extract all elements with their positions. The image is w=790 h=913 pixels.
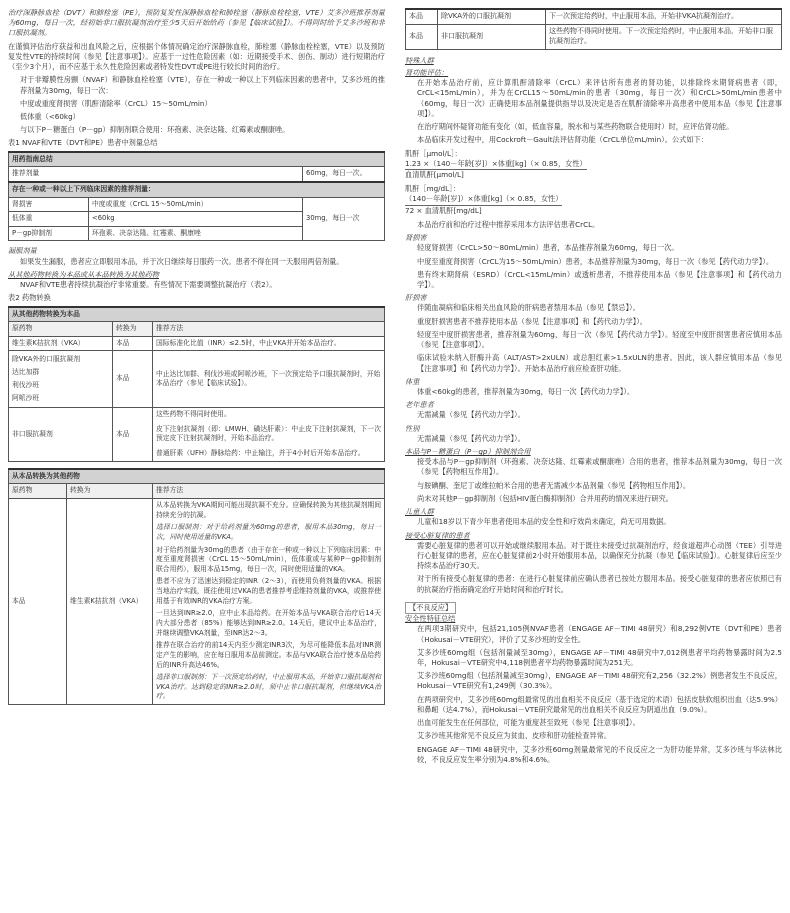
paragraph: 尚未对其他P－gp抑制剂（包括HIV蛋白酶抑制剂）合并用药的情况来进行研究。	[417, 493, 673, 503]
table-cell: 本品	[9, 498, 67, 704]
denominator: 血清肌酐[μmol/L]	[405, 170, 464, 179]
section-title: 性别	[405, 423, 420, 433]
table-cell: 30mg，每日一次	[303, 197, 385, 241]
table-cell: <60kg	[89, 212, 303, 227]
formula-label: 肌酐［mg/dL］：	[405, 184, 460, 194]
table-cell: 肾损害	[9, 197, 89, 212]
section-title: 肾损害	[405, 233, 427, 243]
table-column-header: 原药物	[9, 322, 113, 337]
table-cell: 本品	[406, 24, 438, 49]
list-item: 与以下P－糖蛋白（P－gp）抑制剂联合使用：环孢素、决奈达隆、红霉素或酮康唑。	[20, 125, 290, 135]
section-title: 肾功能评估：	[405, 68, 449, 78]
table-cell	[153, 408, 385, 462]
table-cell: 低体重	[9, 212, 89, 227]
cell-paragraph: 推荐在联合治疗的前14天内至少测定INR3次，为尽可能降低本品对INR测定产生的影响，应在每日服用本品前测定。本品与VKA联合治疗使本品给药后的INR升高达46%。	[156, 641, 381, 669]
drug-name: 达比加群	[12, 368, 40, 377]
paragraph: 体重<60kg的患者，推荐剂量为30mg，每日一次【药代动力学】）。	[417, 386, 635, 396]
table-cell: 维生素K拮抗剂（VKA）	[67, 498, 153, 704]
paragraph: 艾多沙班其他常见不良反应为贫血、皮疹和肝功能检查异常。	[417, 731, 612, 741]
table-header: 存在一种或一种以上下列临床因素的推荐剂量：	[9, 182, 385, 197]
paragraph: 在两项3期研究中，包括21,105例NVAF患者（ENGAGE AF－TIMI 48研究）和8,292例VTE（DVT和PE）患者（Hokusai－VTE研究），评价了艾多沙班的安全性。	[417, 624, 782, 644]
list-item: 低体重（<60kg）	[20, 111, 80, 121]
paragraph: 轻度肾损害（CrCL>50～80mL/min）患者，本品推荐剂量为60mg，每日一次。	[417, 243, 679, 253]
right-column	[405, 8, 782, 913]
paragraph: 如果发生漏服，患者应立即服用本品，并于次日继续每日服药一次。患者不得在同一天服用两倍剂量。	[20, 256, 344, 266]
fraction	[405, 194, 562, 215]
paragraph: 艾多沙班60mg组（包括剂量减至30mg），ENGAGE AF－TIMI 48研究中7,012例患者平均药物暴露时间为2.5年，Hokusai－VTE研究中4,118例患者平均药物暴露时间为251天。	[417, 647, 782, 667]
paragraph: 在谨慎评估治疗获益和出血风险之后，应根据个体情况确定治疗深静脉血栓，肺栓塞（静脉血栓栓塞，VTE）以及预防复发性VTE的持续时间（参见【注意事项】）。应基于一过性危险因素（如：近期接受手术、创伤、制动）进行短期治疗（至少3个月），而不应基于永久性危险因素或者特发性DVT或PE进行较长时间的治疗。	[8, 41, 385, 72]
paragraph: 艾多沙班60mg组（包括剂量减至30mg），ENGAGE AF－TIMI 48研究有2,256（32.2%）例患者发生不良反应，Hokusai－VTE研究有1,249例（30.3%）。	[417, 671, 782, 691]
formula-mgdl	[405, 184, 782, 216]
table-cell: 60mg，每日一次。	[303, 167, 385, 182]
table-column-header: 转换为	[113, 322, 153, 337]
paragraph: NVAF和VTE患者持续抗凝治疗非常重要。有些情况下需要调整抗凝治疗（表2）。	[20, 280, 277, 290]
table-caption: 表2 药物转换	[8, 293, 51, 303]
paragraph: 无需减量（参见【药代动力学】）。	[417, 410, 525, 420]
cell-paragraph: 选择非口服制剂：下一次预定给药时，中止服用本品，开始非口服抗凝剂和VKA治疗。达到稳定的INR≥2.0时，须中止非口服抗凝剂，但继续VKA治疗。	[156, 673, 381, 701]
paragraph: 重度肝损害患者不推荐使用本品（参见【注意事项】和【药代动力学】）。	[417, 316, 647, 326]
table-cell: 本品	[113, 408, 153, 462]
table-header: 从本品转换为其他药物	[9, 469, 385, 484]
table-cell: 非口服抗凝剂	[438, 24, 546, 49]
table-cell: P－gp抑制剂	[9, 226, 89, 241]
table-header: 从其他药物转换为本品	[9, 307, 385, 322]
switch-to-table	[8, 306, 385, 462]
table-cell: 维生素K拮抗剂（VKA）	[9, 336, 113, 351]
table-column-header: 原药物	[9, 484, 67, 499]
table-cell: 本品	[406, 9, 438, 24]
paragraph: 临床试验未纳入肝酶升高（ALT/AST>2xULN）或总胆红素>1.5xULN的患者。因此，该人群应慎用本品（参见【注意事项】和【药代动力学】）。开始本品治疗前应检查肝功能。	[417, 353, 782, 373]
numerator: （140－年龄[岁]）×体重[kg]（× 0.85，女性）	[405, 194, 562, 205]
table-cell	[153, 498, 385, 704]
paragraph: 本品临床开发过程中，用Cockroft－Gault法评估肾功能（CrCL单位mL/min）。公式如下：	[417, 135, 708, 145]
section-title: 儿童人群	[405, 507, 434, 517]
paragraph: 本品治疗前和治疗过程中推荐采用本方法评估患者CrCL。	[417, 219, 600, 229]
section-title: 体重	[405, 376, 420, 386]
paragraph: 轻度至中度肝损害患者，推荐剂量为60mg，每日一次（参见【药代动力学】）。轻度至中度肝损害患者应慎用本品（参见【注意事项】）。	[417, 329, 782, 350]
section-title: 肝损害	[405, 293, 427, 303]
drug-name: 除VKA外的口服抗凝剂	[12, 355, 81, 364]
table-cell: 中度或重度（CrCL 15～50mL/min）	[89, 197, 303, 212]
section-title: 漏服剂量	[8, 246, 37, 256]
paragraph: 对于所有接受心脏复律的患者：在进行心脏复律前应确认患者已按处方服用本品。接受心脏复律的患者应依照已有的抗凝治疗指南确定治疗开始时间和治疗时长。	[417, 574, 782, 594]
section-heading-adverse-reactions: 【不良反应】	[405, 602, 456, 614]
paragraph: 接受本品与P－gp抑制剂（环孢素、决奈达隆、红霉素或酮康唑）合用的患者，推荐本品剂量为30mg，每日一次（参见【药物相互作用】）。	[417, 457, 782, 477]
section-title: 安全性特征总结	[405, 614, 456, 624]
paragraph: 在治疗期间怀疑肾功能有变化（如，低血容量，脱水和与某些药物联合使用时）时，应评估肾功能。	[417, 122, 734, 132]
cell-paragraph: 患者不应为了迅速达到稳定的INR（2～3），而使用负荷剂量的VKA。根据当地治疗实践，既往使用过VKA的患者推荐考虑维持剂量的VKA，或推荐使用基于有效INR的VKA治疗方案。	[156, 577, 381, 605]
paragraph: 对于非瓣膜性房颤（NVAF）和静脉血栓栓塞（VTE），存在一种或一种以上下列临床因素的患者中，艾多沙班的推荐剂量为30mg，每日一次：	[20, 75, 385, 95]
section-title: 本品与P－糖蛋白（P－gp）抑制剂合用	[405, 447, 531, 457]
section-title: 从其他药物转换为本品或从本品转换为其他药物	[8, 269, 159, 279]
paragraph: 伴随血凝病和临床相关出血风险的肝病患者禁用本品（参见【禁忌】）。	[417, 303, 640, 313]
drug-name: 利伐沙班	[12, 381, 40, 390]
table-cell: 环孢素、决奈达隆、红霉素、酮康唑	[89, 226, 303, 241]
paragraph: 治疗深静脉血栓（DVT）和肺栓塞（PE），预防复发性深静脉血栓和肺栓塞（静脉血栓栓塞，VTE）艾多沙班推荐剂量为60mg，每日一次，经初始非口服抗凝剂治疗至少5天后开始给药（参见【临床试验】）。不得同时给予艾多沙班和非口服抗凝剂。	[8, 8, 385, 38]
cell-paragraph: 普通肝素（UFH）静脉给药：中止输注，并于4小时后开始本品治疗。	[156, 449, 365, 458]
table-header: 用药指南总结	[9, 152, 385, 167]
paragraph: 儿童和18岁以下青少年患者使用本品的安全性和疗效尚未确定，尚无可用数据。	[417, 517, 671, 527]
paragraph: 需要心脏复律的患者可以开始或继续服用本品。对于既往未接受过抗凝剂治疗，经食道超声心动图（TEE）引导进行心脏复律的患者，应在心脏复律前2小时开始服用本品，以确保充分抗凝（参见【临床试验】）。心脏复律后应至少持续本品治疗30天。	[417, 540, 782, 571]
table-cell: 中止达比加群、利伐沙班或阿哌沙班，下一次预定给予口服抗凝剂时，开始本品治疗（参见【临床试验】）。	[153, 351, 385, 408]
formula-umol	[405, 149, 782, 181]
cell-paragraph: 从本品转换为VKA期间可能出现抗凝不充分。应确保转换为其他抗凝剂期间持续充分的抗凝。	[156, 500, 381, 519]
left-column	[8, 8, 385, 913]
table-cell: 本品	[113, 336, 153, 351]
table-column-header: 推荐方法	[153, 322, 385, 337]
paragraph: 在开始本品治疗前，应计算肌酐清除率（CrCL）来评估所有患者的肾功能，以排除终末期肾病患者（即，CrCL<15mL/min），并为在CrCL15～50mL/min的患者（30mg，每日一次）和CrCL>50mL/min患者中（60mg，每日一次）正确使用本品剂量提供指导以及决定是否在肌酐清除率升高患者中使用本品（参见【注意事项】）。	[417, 78, 782, 118]
denominator: 72 × 血清肌酐[mg/dL]	[405, 205, 482, 215]
cell-paragraph: 这些药物不得同时使用。	[156, 410, 231, 419]
section-title: 特殊人群	[405, 55, 434, 65]
table-caption: 表1 NVAF和VTE（DVT和PE）患者中剂量总结	[8, 138, 158, 148]
table-cell: 除VKA外的口服抗凝剂	[438, 9, 546, 24]
table-column-header: 转换为	[67, 484, 153, 499]
cell-paragraph: 对于给药剂量为30mg的患者（由于存在一种或一种以上下列临床因素：中度至重度肾损害（CrCL 15～50mL/min），低体重或与某种P－gp抑制剂联合用药），服用本品15mg，每日一次，同时使用适量的VKA。	[156, 545, 381, 573]
paragraph: 出血可能发生在任何部位，可能为重度甚至致死（参见【注意事项】）。	[417, 718, 640, 728]
paragraph: 在两项研究中，艾多沙班60mg组最常见的出血相关不良反应（基于选定的术语）包括皮肤软组织出血（达5.9%）和鼻衄（达4.7%），而Hokusai－VTE研究最常见的出血相关不良反应为阴道出血（9.0%）。	[417, 694, 782, 714]
numerator: 1.23 ×（140－年龄[岁]）×体重[kg]（× 0.85，女性）	[405, 159, 587, 170]
switch-from-table	[8, 468, 385, 705]
table-cell: 推荐剂量	[9, 167, 303, 182]
section-title: 老年患者	[405, 400, 434, 410]
paragraph: ENGAGE AF－TIMI 48研究中，艾多沙班60mg剂量最常见的不良反应之一为肝功能异常，艾多沙班与华法林比较，不良反应发生率分别为4.8%和4.6%。	[417, 744, 782, 764]
drug-name: 阿哌沙班	[12, 394, 40, 403]
switch-from-table-continued	[405, 8, 782, 50]
table-column-header: 推荐方法	[153, 484, 385, 499]
paragraph: 中度至重度肾损害（CrCL为15～50mL/min）患者，本品推荐剂量为30mg，每日一次（参见【药代动力学】）。	[417, 256, 774, 266]
fraction	[405, 159, 587, 180]
paragraph: 与胺碘酮、奎尼丁或维拉帕米合用的患者无需减少本品剂量（参见【药物相互作用】）。	[417, 480, 691, 490]
table-cell: 非口服抗凝剂	[9, 408, 113, 462]
cell-paragraph: 皮下注射抗凝剂（即：LMWH、磺达肝素）：中止皮下注射抗凝剂，下一次预定皮下注射抗凝剂时，开始本品治疗。	[156, 424, 381, 443]
table-cell: 本品	[113, 351, 153, 408]
table-cell: 这些药物不得同时使用。下一次预定给药时，中止服用本品，开始非口服抗凝剂治疗。	[546, 24, 782, 49]
cell-paragraph: 选择口服制剂：对于给药剂量为60mg的患者，服用本品30mg，每日一次，同时使用适量的VKA。	[156, 523, 381, 541]
table-cell: 国际标准化比值（INR）≤2.5时，中止VKA并开始本品治疗。	[153, 336, 385, 351]
cell-paragraph: 一旦达到INR≥2.0，应中止本品给药。在开始本品与VKA联合治疗后14天内大部分患者（85%）能够达到INR≥2.0。14天后，建议中止本品治疗，并继续调整VKA剂量，至INR达2～3。	[156, 609, 381, 637]
formula-label: 肌酐［μmol/L］：	[405, 148, 462, 158]
list-item: 中度或重度肾损害（肌酐清除率（CrCL）15～50mL/min）	[20, 98, 212, 108]
paragraph: 患有终末期肾病（ESRD）（CrCL<15mL/min）或透析患者，不推荐使用本品（参见【注意事项】和【药代动力学】）。	[417, 269, 782, 289]
paragraph: 无需减量（参见【药代动力学】）。	[417, 433, 525, 443]
dose-summary-table	[8, 151, 385, 242]
table-cell: 下一次预定给药时，中止服用本品，开始非VKA抗凝剂治疗。	[546, 9, 782, 24]
table-cell	[9, 351, 113, 408]
section-title: 接受心脏复律的患者	[405, 530, 470, 540]
